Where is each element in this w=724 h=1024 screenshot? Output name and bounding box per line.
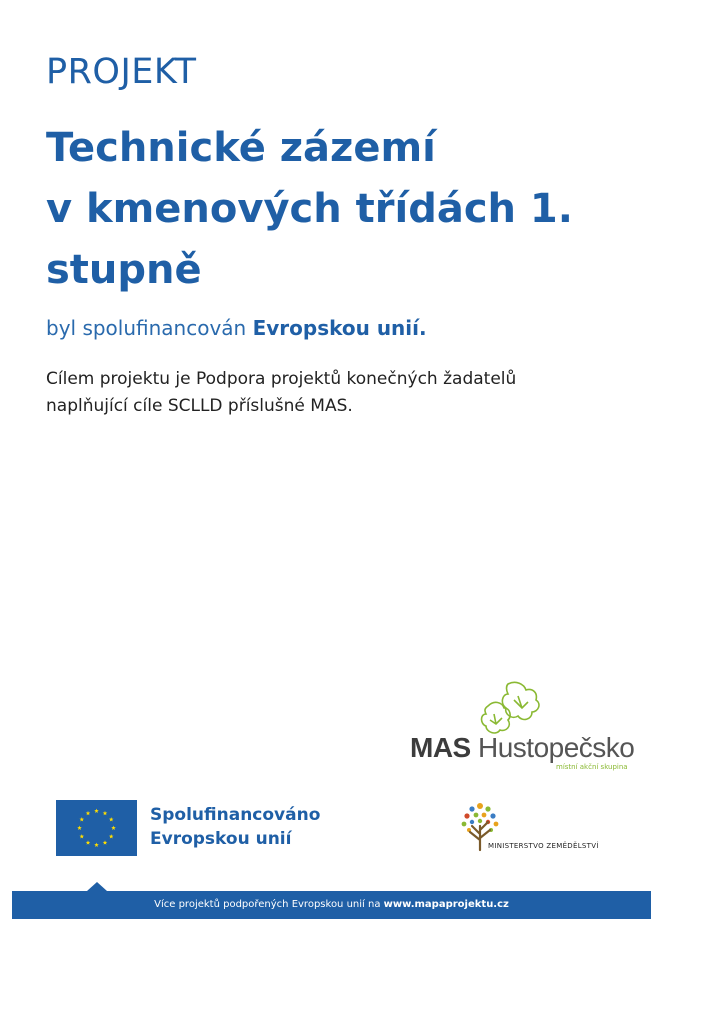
title-line-1: Technické zázemí bbox=[46, 125, 436, 171]
eu-cofunded-label bbox=[150, 803, 320, 851]
cofund-eu: Evropskou unií. bbox=[252, 316, 427, 340]
aim-line-1: Cílem projektu je Podpora projektů konečných žadatelů bbox=[46, 369, 517, 389]
ministry-agriculture-logo bbox=[458, 800, 598, 860]
mas-hustopecsko-logo bbox=[410, 680, 650, 775]
project-kicker: PROJEKT bbox=[46, 52, 197, 92]
mas-subtitle: místní akční skupina bbox=[556, 763, 628, 771]
footer-text bbox=[12, 891, 651, 919]
project-title bbox=[46, 118, 686, 301]
cofund-statement bbox=[46, 316, 427, 340]
footer-bar bbox=[12, 891, 651, 919]
eu-label-line-1: Spolufinancováno bbox=[150, 805, 321, 825]
project-aim bbox=[46, 366, 606, 420]
aim-line-2: naplňující cíle SCLLD příslušné MAS. bbox=[46, 396, 353, 416]
title-line-3: stupně bbox=[46, 247, 202, 293]
vine-leaves-icon bbox=[478, 680, 548, 736]
mas-wordmark bbox=[410, 732, 634, 764]
mas-region: Hustopečsko bbox=[470, 732, 635, 763]
title-line-2: v kmenových třídách 1. bbox=[46, 186, 573, 232]
cofund-prefix: byl spolufinancován bbox=[46, 316, 253, 340]
footer-link[interactable]: www.mapaprojektu.cz bbox=[383, 899, 509, 910]
eu-label-line-2: Evropskou unií bbox=[150, 829, 292, 849]
footer-bar-notch bbox=[87, 882, 107, 891]
eu-flag-icon bbox=[56, 800, 137, 856]
ministry-name: MINISTERSTVO ZEMĚDĚLSTVÍ bbox=[488, 842, 599, 850]
mas-abbrev: MAS bbox=[410, 732, 471, 763]
footer-text-prefix: Více projektů podpořených Evropskou unií na bbox=[154, 899, 384, 910]
